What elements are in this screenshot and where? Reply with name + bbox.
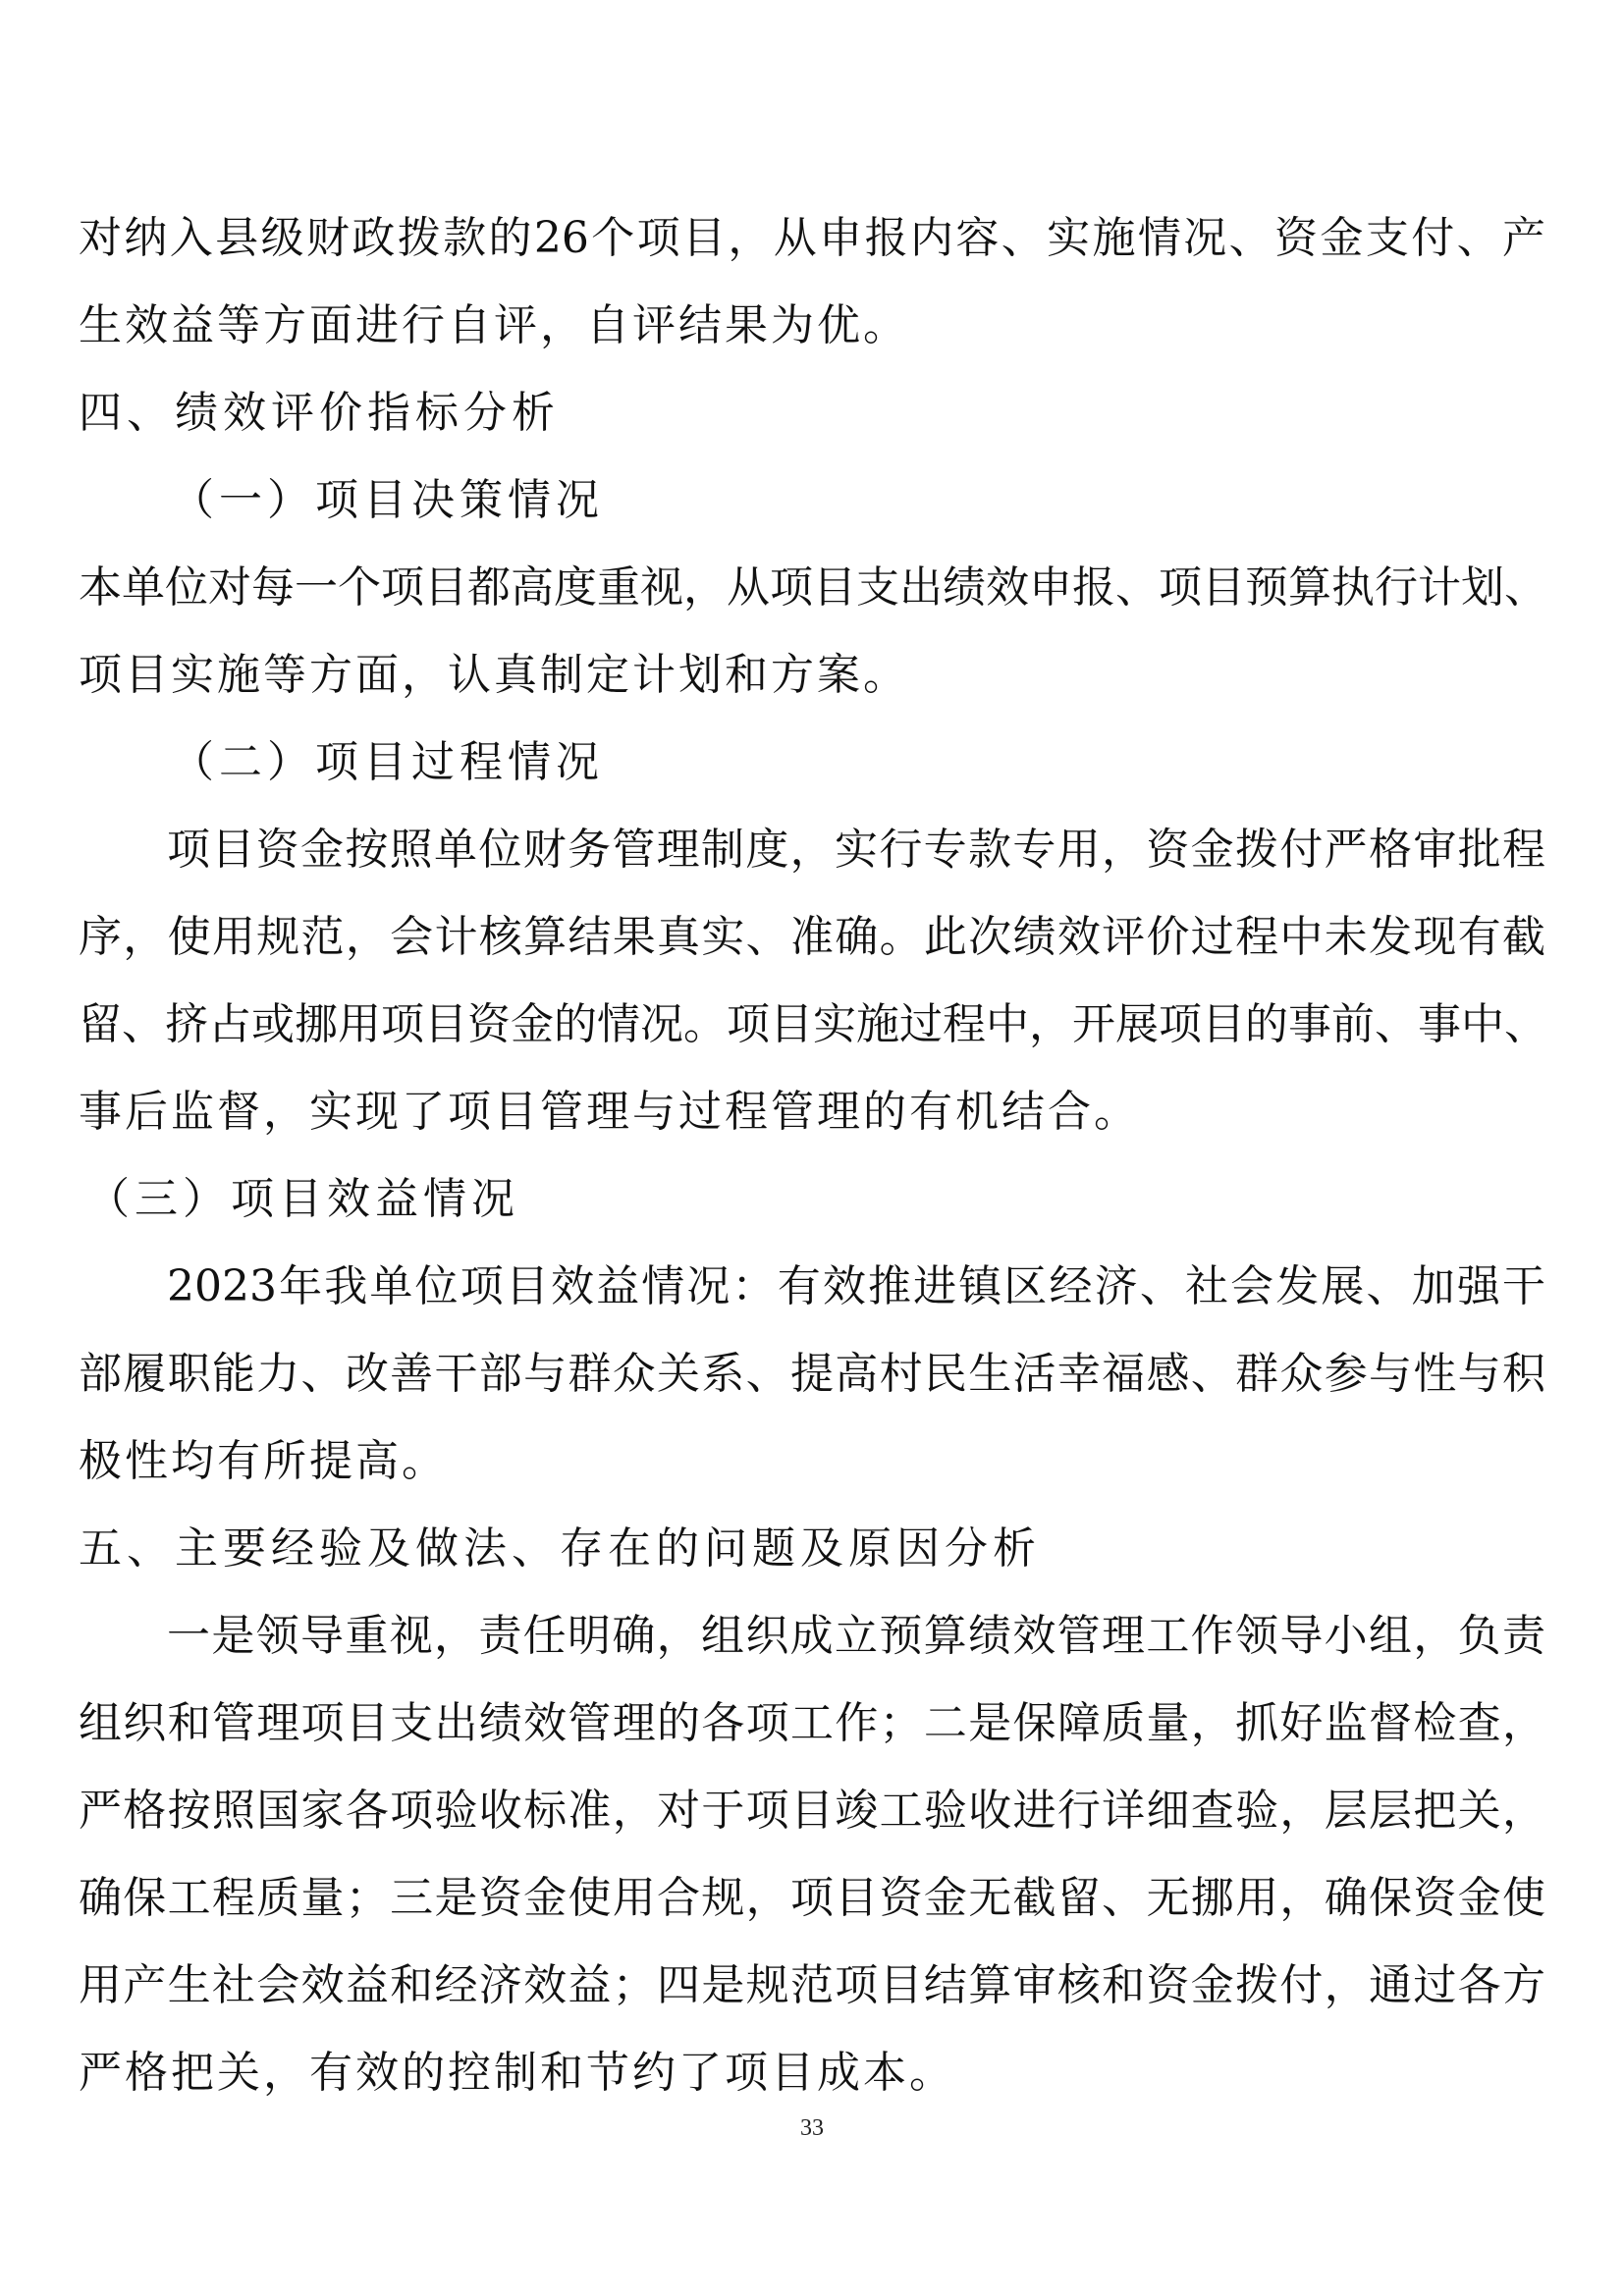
paragraph-line: 本单位对每一个项目都高度重视，从项目支出绩效申报、项目预算执行计划、	[79, 562, 1547, 613]
paragraph-line: 严格按照国家各项验收标准，对于项目竣工验收进行详细查验，层层把关，	[79, 1786, 1545, 1836]
page-number: 33	[800, 2115, 824, 2141]
subsection-heading: （三）项目效益情况	[86, 1174, 519, 1224]
paragraph-line: 组织和管理项目支出绩效管理的各项工作；二是保障质量，抓好监督检查，	[79, 1698, 1545, 1748]
paragraph-line: 生效益等方面进行自评，自评结果为优。	[79, 300, 909, 350]
paragraph-line: 严格把关，有效的控制和节约了项目成本。	[79, 2048, 955, 2098]
paragraph-line: 确保工程质量；三是资金使用合规，项目资金无截留、无挪用，确保资金使	[79, 1873, 1545, 1923]
paragraph-line: 一是领导重视，责任明确，组织成立预算绩效管理工作领导小组，负责	[167, 1611, 1545, 1661]
paragraph-line: 部履职能力、改善干部与群众关系、提高村民生活幸福感、群众参与性与积	[79, 1349, 1545, 1399]
paragraph-line: 序，使用规范，会计核算结果真实、准确。此次绩效评价过程中未发现有截	[79, 912, 1545, 962]
section-heading: 五、主要经验及做法、存在的问题及原因分析	[79, 1523, 1041, 1574]
section-heading: 四、绩效评价指标分析	[79, 388, 560, 438]
paragraph-line: 项目实施等方面，认真制定计划和方案。	[79, 650, 909, 700]
paragraph-line: 2023年我单位项目效益情况：有效推进镇区经济、社会发展、加强干	[167, 1261, 1545, 1311]
paragraph-line: 留、挤占或挪用项目资金的情况。项目实施过程中，开展项目的事前、事中、	[79, 999, 1547, 1049]
paragraph-line: 用产生社会效益和经济效益；四是规范项目结算审核和资金拨付，通过各方	[79, 1960, 1545, 2010]
paragraph-line: 对纳入县级财政拨款的26个项目，从申报内容、实施情况、资金支付、产	[79, 213, 1545, 263]
paragraph-line: 极性均有所提高。	[79, 1436, 448, 1486]
subsection-heading: （一）项目决策情况	[171, 475, 604, 525]
paragraph-line: 事后监督，实现了项目管理与过程管理的有机结合。	[79, 1087, 1140, 1137]
paragraph-line: 项目资金按照单位财务管理制度，实行专款专用，资金拨付严格审批程	[167, 825, 1545, 875]
subsection-heading: （二）项目过程情况	[171, 737, 604, 787]
